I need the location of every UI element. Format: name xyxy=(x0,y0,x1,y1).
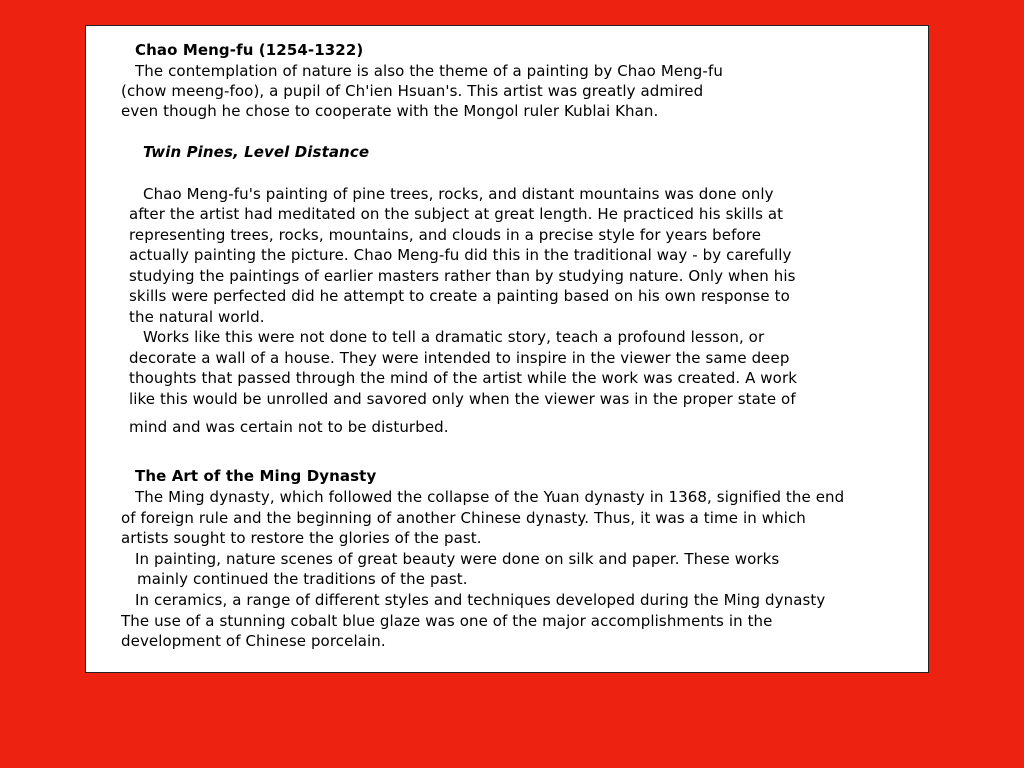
section-heading-chao-meng-fu: Chao Meng-fu (1254-1322) xyxy=(135,41,364,59)
ming-p1-line-1: The Ming dynasty, which followed the collapse of the Yuan dynasty in 1368, signified the end xyxy=(135,488,845,506)
ming-p3-line-2: The use of a stunning cobalt blue glaze was one of the major accomplishments in the xyxy=(121,612,773,630)
ming-p1-line-3: artists sought to restore the glories of the past. xyxy=(121,529,482,547)
painting-p2-line-4: like this would be unrolled and savored only when the viewer was in the proper state of xyxy=(129,390,796,408)
painting-title: Twin Pines, Level Distance xyxy=(143,143,370,161)
ming-p2-line-2: mainly continued the traditions of the past. xyxy=(137,570,468,588)
painting-p1-line-2: after the artist had meditated on the subject at great length. He practiced his skills at xyxy=(129,205,784,223)
ming-p3-line-3: development of Chinese porcelain. xyxy=(121,632,386,650)
painting-p2-line-3: thoughts that passed through the mind of the artist while the work was created. A work xyxy=(129,369,798,387)
painting-p2-line-1: Works like this were not done to tell a dramatic story, teach a profound lesson, or xyxy=(143,328,765,346)
ming-p1-line-2: of foreign rule and the beginning of another Chinese dynasty. Thus, it was a time in which xyxy=(121,509,806,527)
ming-p3-line-1: In ceramics, a range of different styles and techniques developed during the Ming dynasty xyxy=(135,591,826,609)
intro-line-2: (chow meeng-foo), a pupil of Ch'ien Hsuan's. This artist was greatly admired xyxy=(121,82,704,100)
painting-p2-line-2: decorate a wall of a house. They were intended to inspire in the viewer the same deep xyxy=(129,349,790,367)
painting-p1-line-3: representing trees, rocks, mountains, and clouds in a precise style for years before xyxy=(129,226,762,244)
ming-p2-line-1: In painting, nature scenes of great beauty were done on silk and paper. These works xyxy=(135,550,780,568)
intro-line-1: The contemplation of nature is also the theme of a painting by Chao Meng-fu xyxy=(135,62,723,80)
intro-line-3: even though he chose to cooperate with the Mongol ruler Kublai Khan. xyxy=(121,102,659,120)
painting-p1-line-5: studying the paintings of earlier masters rather than by studying nature. Only when his xyxy=(129,267,796,285)
section-heading-ming-dynasty: The Art of the Ming Dynasty xyxy=(135,467,377,485)
painting-p1-line-7: the natural world. xyxy=(129,308,265,326)
painting-p1-line-4: actually painting the picture. Chao Meng-fu did this in the traditional way - by carefully xyxy=(129,246,792,264)
painting-p1-line-1: Chao Meng-fu's painting of pine trees, rocks, and distant mountains was done only xyxy=(143,185,774,203)
painting-p2-line-5: mind and was certain not to be disturbed. xyxy=(129,418,449,436)
painting-p1-line-6: skills were perfected did he attempt to create a painting based on his own response to xyxy=(129,287,790,305)
